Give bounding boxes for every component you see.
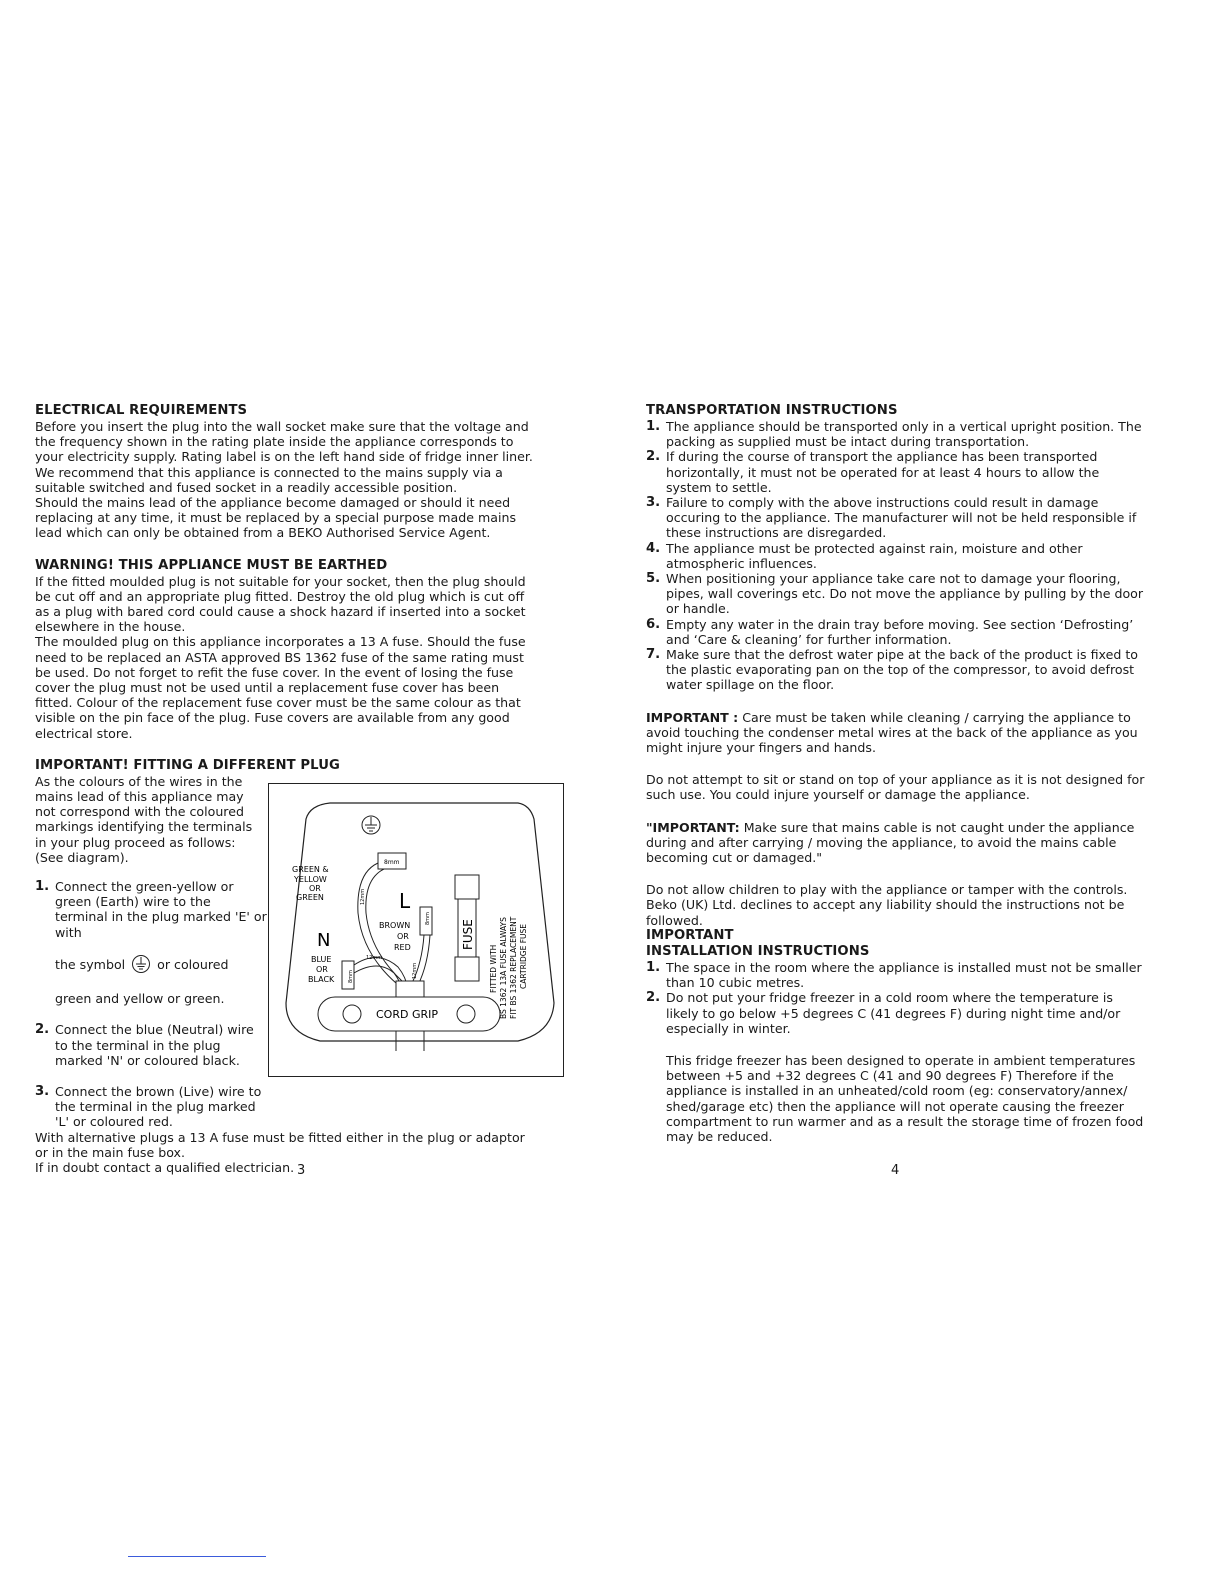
fitting-steps <box>35 879 267 1129</box>
installation-item-2: 2. Do not put your fridge freezer in a cold room where the temperature is likely to go below +5 degrees C (41 degrees F) during night time and/or especially in winter. <box>646 990 1121 1036</box>
fitting-step-1-symbol-pre: the symbol <box>55 957 126 972</box>
transport-item-3: 3. Failure to comply with the above instructions could result in damage occuring to the appliance. The manufacturer will not be held responsible if these instructions are disregarded. <box>646 495 1137 541</box>
transport-item-6: 6. Empty any water in the drain tray before moving. See section ‘Defrosting’ and ‘Care & cleaning’ for further information. <box>646 616 1134 647</box>
diagram-dim-12mm-earth: 12mm <box>360 888 366 905</box>
important-heading: IMPORTANT <box>646 927 734 943</box>
fitting-step-3: 3. Connect the brown (Live) wire to the terminal in the plug marked 'L' or coloured red. <box>35 1083 262 1130</box>
transport-item-4: 4. The appliance must be protected against rain, moisture and other atmospheric influences. <box>646 540 1083 571</box>
diagram-fitted-line-1: FITTED WITH <box>489 944 498 993</box>
plug-wiring-diagram <box>268 783 564 1077</box>
diagram-fuse-label: FUSE <box>461 919 475 950</box>
diagram-brown-label-1: BROWN <box>379 921 411 930</box>
diagram-brown-label-2: OR <box>397 932 409 941</box>
transport-item-1: 1. The appliance should be transported only in a vertical upright position. The packing as supplied must be intact during transportation. <box>646 419 1142 450</box>
diagram-dim-12mm-neutral: 12mm <box>366 955 383 961</box>
fitting-after-1: With alternative plugs a 13 A fuse must be fitted either in the plug or adaptor or in the main fuse box. <box>35 1129 525 1160</box>
diagram-fitted-line-3: FIT BS 1362 REPLACEMENT <box>509 916 518 1019</box>
diagram-green-label-1: GREEN & <box>292 865 329 874</box>
diagram-cord-grip: CORD GRIP <box>376 1008 438 1021</box>
diagram-brown-label-3: RED <box>394 943 411 952</box>
right-column <box>646 403 1146 1144</box>
important-condenser-note: IMPORTANT : Care must be taken while cleaning / carrying the appliance to avoid touching the condenser metal wires at the back of the appliance as you might injure your fingers and hands. <box>646 709 1138 756</box>
footer-rule <box>128 1556 266 1557</box>
earth-symbol-icon <box>131 954 151 977</box>
ambient-temperature-note: This fridge freezer has been designed to operate in ambient temperatures between +5 and +32 degrees C (41 and 90 degrees F) Therefore if the appliance is installed in an unheated/cold room (eg: conservatory/annex/ shed/garage etc) then the appliance will not operate causing the freezer compartment to run warmer and as a result the storage time of frozen food may be reduced. <box>666 1052 1144 1144</box>
fitting-step-2: 2. Connect the blue (Neutral) wire to the terminal in the plug marked 'N' or coloured black. <box>35 1022 254 1068</box>
fitting-intro: As the colours of the wires in the mains lead of this appliance may not correspond with the coloured markings identifying the terminals in your plug proceed as follows: (See diagram). <box>35 773 253 865</box>
electrical-para-1: Before you insert the plug into the wall socket make sure that the voltage and the frequency shown in the rating plate inside the appliance corresponds to your electricity supply. Rating label is on the left hand side of fridge inner liner. <box>35 419 533 465</box>
fitting-step-1-colour: green and yellow or green. <box>55 991 225 1007</box>
children-warning: Do not allow children to play with the appliance or tamper with the controls. Beko (UK) Ltd. declines to accept any liability should the instructions not be followed. <box>646 882 1128 928</box>
diagram-dim-8mm-live: 8mm <box>425 912 431 925</box>
diagram-green-label-2: YELLOW <box>294 875 327 884</box>
electrical-para-2: We recommend that this appliance is connected to the mains supply via a suitable switched and fused socket in a readily accessible position. <box>35 464 503 495</box>
page-number-right: 4 <box>891 1163 900 1178</box>
diagram-green-label-4: GREEN <box>296 893 324 902</box>
warning-para-1: If the fitted moulded plug is not suitable for your socket, then the plug should be cut off and an appropriate plug fitted. Destroy the old plug which is cut off as a plug with bared cord could cause a shock hazard if inserted into a socket elsewhere in the house. <box>35 573 526 635</box>
diagram-blue-label-3: BLACK <box>308 975 335 984</box>
transport-heading: TRANSPORTATION INSTRUCTIONS <box>646 403 898 418</box>
diagram-dim-8mm-neutral: 8mm <box>348 970 354 983</box>
installation-item-1: 1. The space in the room where the appliance is installed must not be smaller than 10 cubic metres. <box>646 959 1142 991</box>
transport-item-2: 2. If during the course of transport the appliance has been transported horizontally, it must not be operated for at least 4 hours to allow the system to settle. <box>646 449 1100 495</box>
diagram-fitted-line-4: CARTRIDGE FUSE <box>519 923 528 989</box>
installation-list <box>646 960 1146 1036</box>
transport-item-7: 7. Make sure that the defrost water pipe at the back of the product is fixed to the plastic evaporating pan on the top of the compressor, to avoid defrost water spillage on the floor. <box>646 647 1138 693</box>
diagram-neutral-letter: N <box>317 930 331 951</box>
sit-warning: Do not attempt to sit or stand on top of your appliance as it is not designed for such use. You could injure yourself or damage the appliance. <box>646 772 1145 803</box>
diagram-fitted-line-2: BS 1362 13A FUSE ALWAYS <box>499 917 508 1019</box>
diagram-blue-label-2: OR <box>316 965 328 974</box>
fitting-step-1-text: Connect the green-yellow or green (Earth) wire to the terminal in the plug marked 'E' or with <box>55 879 267 940</box>
warning-heading: WARNING! THIS APPLIANCE MUST BE EARTHED <box>35 557 388 573</box>
transport-item-5: 5. When positioning your appliance take care not to damage your flooring, pipes, wall coverings etc. Do not move the appliance by pulling by the door or handle. <box>646 571 1144 617</box>
electrical-heading: ELECTRICAL REQUIREMENTS <box>35 403 248 418</box>
fitting-step-1-symbol-post: or coloured <box>157 957 229 972</box>
transport-list <box>646 419 1146 693</box>
warning-para-2: The moulded plug on this appliance incorporates a 13 A fuse. Should the fuse need to be replaced an ASTA approved BS 1362 fuse of the same rating must be used. Do not forget to refit the fuse cover. In the event of losing the fuse cover the plug must not be used until a replacement fuse cover has been fitted. Colour of the replacement fuse cover must be the same colour as that visible on the pin face of the plug. Fuse covers are available from any good electrical store. <box>35 634 526 741</box>
fitting-after-2: If in doubt contact a qualified electrician. <box>35 1159 295 1175</box>
page-number-left: 3 <box>297 1163 306 1178</box>
important-cable-note: "IMPORTANT: Make sure that mains cable is not caught under the appliance during and after carrying / moving the appliance, to avoid the mains cable becoming cut or damaged." <box>646 819 1135 866</box>
diagram-live-letter: L <box>399 889 411 913</box>
fitting-heading: IMPORTANT! FITTING A DIFFERENT PLUG <box>35 757 340 773</box>
electrical-para-3: Should the mains lead of the appliance become damaged or should it need replacing at any time, it must be replaced by a special purpose made mains lead which can only be obtained from a BEKO Authorised Service Agent. <box>35 495 517 541</box>
diagram-dim-12mm-live: 12mm <box>412 962 418 979</box>
diagram-dim-8mm-earth: 8mm <box>384 859 400 866</box>
installation-heading: INSTALLATION INSTRUCTIONS <box>646 943 870 959</box>
diagram-blue-label-1: BLUE <box>311 955 332 964</box>
diagram-green-label-3: OR <box>309 884 321 893</box>
fitting-step-1: 1. Connect the green-yellow or green (Earth) wire to the terminal in the plug marked 'E' or with the symbol or coloured green and yellow or green. <box>35 879 267 1007</box>
